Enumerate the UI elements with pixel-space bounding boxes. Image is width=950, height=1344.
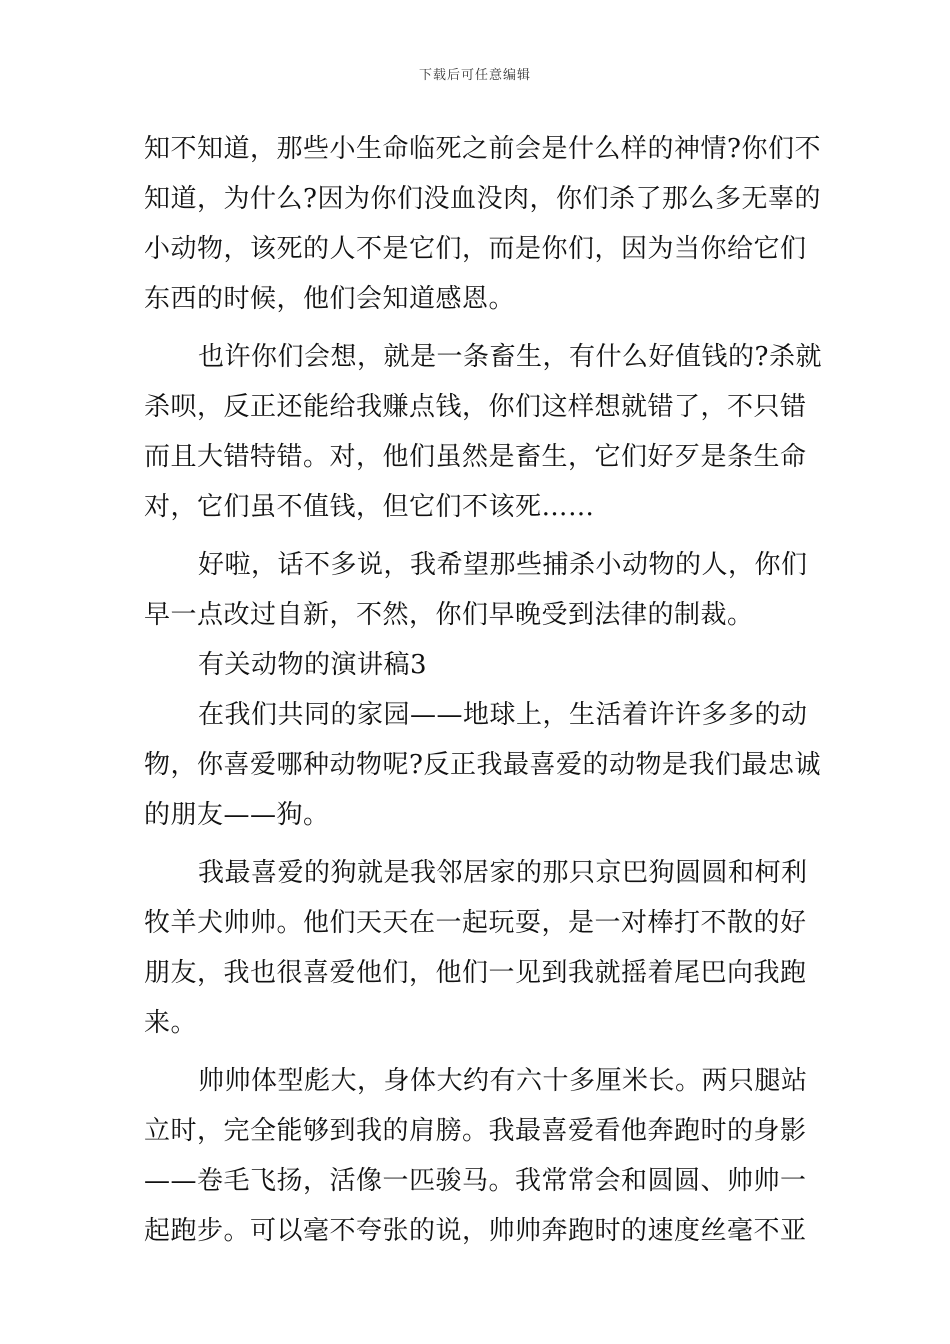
paragraph xyxy=(144,848,810,1048)
paragraph xyxy=(144,1056,810,1256)
paragraph xyxy=(144,690,821,840)
text-line: 知道，为什么?因为你们没血没肉，你们杀了那么多无辜的 xyxy=(144,184,821,214)
page-header: 下载后可任意编辑 xyxy=(418,68,531,83)
text-line: 而且大错特错。对，他们虽然是畜生，它们好歹是条生命 xyxy=(144,442,807,472)
text-line: 也许你们会想，就是一条畜生，有什么好值钱的?杀就 xyxy=(198,342,822,372)
document-body xyxy=(144,124,822,1256)
text-line: 的朋友——狗。 xyxy=(144,800,330,830)
text-line: 立时，完全能够到我的肩膀。我最喜爱看他奔跑时的身影 xyxy=(144,1116,807,1146)
text-line: 朋友，我也很喜爱他们，他们一见到我就摇着尾巴向我跑 xyxy=(144,958,807,988)
text-line: 早一点改过自新，不然，你们早晚受到法律的制裁。 xyxy=(144,600,754,630)
text-line: ——卷毛飞扬，活像一匹骏马。我常常会和圆圆、帅帅一 xyxy=(144,1166,807,1196)
text-line: 好啦，话不多说，我希望那些捕杀小动物的人，你们 xyxy=(198,550,808,580)
text-line: 有关动物的演讲稿3 xyxy=(198,650,428,680)
paragraph xyxy=(144,332,822,532)
paragraph xyxy=(144,640,810,690)
text-line: 东西的时候，他们会知道感恩。 xyxy=(144,284,516,314)
text-line: 起跑步。可以毫不夸张的说，帅帅奔跑时的速度丝毫不亚 xyxy=(144,1216,807,1246)
text-line: 对，它们虽不值钱，但它们不该死…… xyxy=(144,492,595,522)
text-line: 小动物，该死的人不是它们，而是你们，因为当你给它们 xyxy=(144,234,807,264)
text-line: 帅帅体型彪大，身体大约有六十多厘米长。两只腿站 xyxy=(198,1066,808,1096)
text-line: 我最喜爱的狗就是我邻居家的那只京巴狗圆圆和柯利 xyxy=(198,858,808,888)
text-line: 知不知道，那些小生命临死之前会是什么样的神情?你们不 xyxy=(144,134,821,164)
text-line: 物，你喜爱哪种动物呢?反正我最喜爱的动物是我们最忠诚 xyxy=(144,750,821,780)
paragraph xyxy=(144,124,821,324)
text-line: 牧羊犬帅帅。他们天天在一起玩耍，是一对棒打不散的好 xyxy=(144,908,807,938)
paragraph xyxy=(144,540,810,640)
text-line: 杀呗，反正还能给我赚点钱，你们这样想就错了，不只错 xyxy=(144,392,807,422)
text-line: 来。 xyxy=(144,1008,198,1038)
text-line: 在我们共同的家园——地球上，生活着许许多多的动 xyxy=(198,700,808,730)
